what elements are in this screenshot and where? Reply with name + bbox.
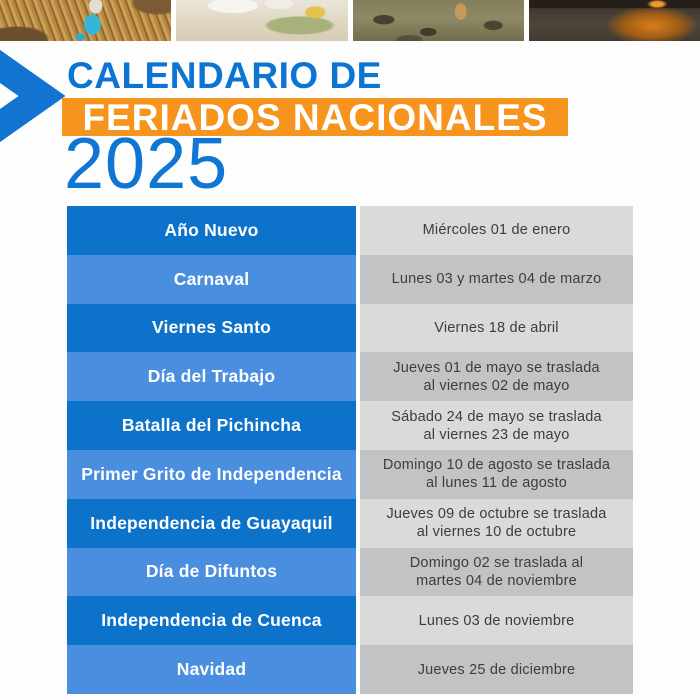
holiday-cell [67, 596, 356, 645]
date-cell [360, 645, 633, 694]
holiday-label: Primer Grito de Independencia [81, 463, 342, 484]
date-cell [360, 352, 633, 401]
holiday-cell [67, 548, 356, 597]
table-row [67, 255, 633, 304]
holiday-cell [67, 450, 356, 499]
holiday-label: Navidad [176, 659, 247, 680]
date-line: al viernes 02 de mayo [423, 377, 570, 394]
date-line: al viernes 23 de mayo [423, 426, 570, 443]
date-cell [360, 596, 633, 645]
page-title: CALENDARIO DE [67, 55, 382, 96]
holiday-cell [67, 401, 356, 450]
holiday-cell [67, 255, 356, 304]
holiday-label: Año Nuevo [164, 219, 259, 240]
table-row [67, 450, 633, 499]
photo-strip [0, 0, 700, 41]
table-row [67, 548, 633, 597]
holiday-table [67, 206, 633, 694]
holiday-label: Carnaval [173, 268, 250, 289]
holiday-cell [67, 645, 356, 694]
galapagos-shore-photo [353, 0, 524, 41]
date-line: Sábado 24 de mayo se traslada [391, 408, 602, 425]
date-line: Domingo 10 de agosto se traslada [382, 457, 611, 474]
table-row [67, 645, 633, 694]
date-line: Viernes 18 de abril [434, 319, 559, 336]
date-line: Miércoles 01 de enero [422, 222, 571, 239]
date-cell [360, 304, 633, 353]
date-line: Domingo 02 se traslada al [409, 554, 584, 571]
date-line: Jueves 01 de mayo se traslada [393, 359, 600, 376]
year-label: 2025 [64, 124, 229, 204]
date-cell [360, 548, 633, 597]
table-row [67, 352, 633, 401]
date-cell [360, 401, 633, 450]
holiday-label: Día de Difuntos [145, 561, 278, 582]
date-line: al lunes 11 de agosto [426, 475, 567, 492]
table-row [67, 499, 633, 548]
date-cell [360, 206, 633, 255]
table-row [67, 304, 633, 353]
holiday-cell [67, 304, 356, 353]
holiday-label: Viernes Santo [152, 317, 271, 338]
blue-footed-booby-photo [0, 0, 171, 41]
date-line: al viernes 10 de octubre [416, 524, 577, 541]
date-cell [360, 450, 633, 499]
holiday-cell [67, 352, 356, 401]
date-cell [360, 499, 633, 548]
table-row [67, 206, 633, 255]
table-row [67, 401, 633, 450]
ecuadorian-food-photo [176, 0, 347, 41]
holiday-label: Día del Trabajo [147, 366, 276, 387]
table-row [67, 596, 633, 645]
chevron-right-icon [0, 48, 70, 148]
sunset-boat-photo [529, 0, 700, 41]
date-cell [360, 255, 633, 304]
date-line: Lunes 03 y martes 04 de marzo [391, 271, 602, 288]
holiday-cell [67, 499, 356, 548]
date-line: Jueves 09 de octubre se traslada [386, 506, 607, 523]
date-line: Lunes 03 de noviembre [418, 612, 575, 629]
holiday-cell [67, 206, 356, 255]
page-subtitle: FERIADOS NACIONALES [82, 96, 548, 138]
holiday-label: Batalla del Pichincha [121, 415, 302, 436]
holiday-label: Independencia de Cuenca [101, 610, 322, 631]
date-line: martes 04 de noviembre [416, 572, 577, 589]
holiday-label: Independencia de Guayaquil [90, 512, 333, 533]
date-line: Jueves 25 de diciembre [417, 661, 576, 678]
